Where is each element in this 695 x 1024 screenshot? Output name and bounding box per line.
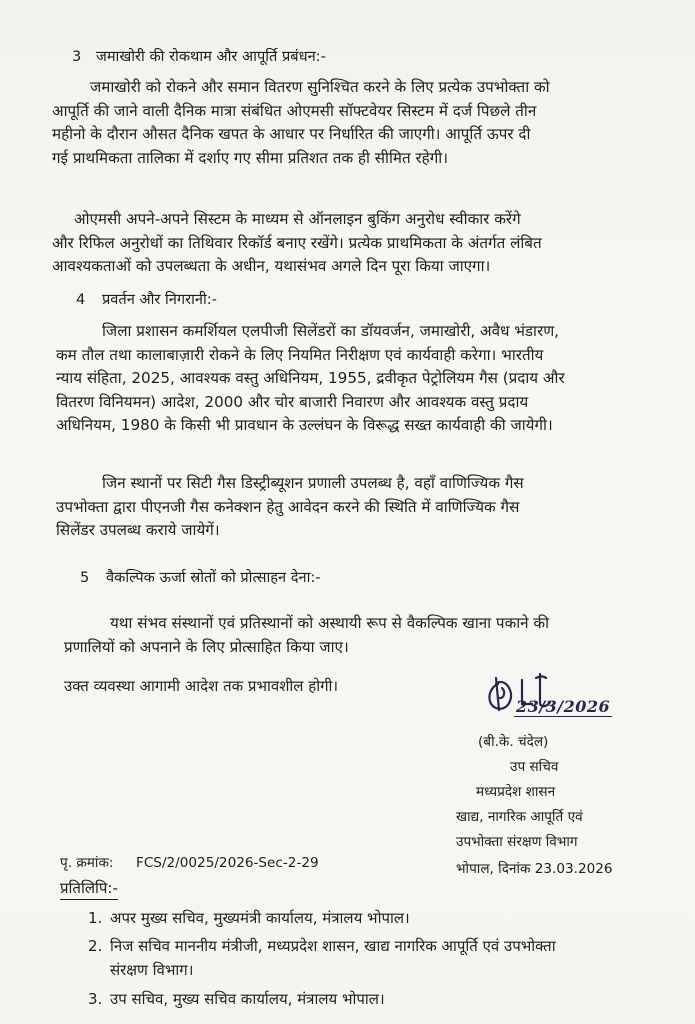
text-line: ओएमसी अपने-अपने सिस्टम के माध्यम से ऑनलाइन बुकिंग अनुरोध स्वीकार करेंगे <box>74 210 521 228</box>
text-line: महीनो के दौरान औसत दैनिक खपत के आधार पर निर्धारित की जाएगी। आपूर्ति ऊपर दी <box>52 125 531 144</box>
text-line: सिलेंडर उपलब्ध कराये जायेगें। <box>56 521 220 540</box>
section-3-number: 3 <box>72 48 82 65</box>
section-5-paragraph-1 <box>64 612 644 659</box>
text-line: जमाखोरी को रोकने और समान वितरण सुनिश्चित करने के लिए प्रत्येक उपभोक्ता को <box>90 78 550 96</box>
text-line: प्रणालियों को अपनाने के लिए प्रोत्साहित किया जाए। <box>64 637 349 656</box>
section-4-heading: प्रवर्तन और निगरानी:- <box>102 291 217 308</box>
section-5-number: 5 <box>80 569 90 586</box>
copy-item-2-text: निज सचिव माननीय मंत्रीजी, मध्यप्रदेश शासन, खाद्य नागरिक आपूर्ति एवं उपभोक्ता <box>110 937 556 955</box>
section-4-number: 4 <box>76 291 86 308</box>
reference-label: पृ. क्रमांक: <box>60 855 114 871</box>
reference-number: FCS/2/0025/2026-Sec-2-29 <box>136 855 319 871</box>
text-line: गई प्राथमिकता तालिका में दर्शाए गए सीमा प्रतिशत तक ही सीमित रहेगी। <box>52 148 448 167</box>
copy-item-2-number: 2. <box>88 937 103 955</box>
section-5-heading: वैकल्पिक ऊर्जा स्रोतों को प्रोत्साहन देना:- <box>106 569 321 586</box>
section-3-paragraph-2 <box>52 208 646 279</box>
text-line: आवश्यकताओं को उपलब्धता के अधीन, यथासंभव अगले दिन पूरा किया जाएगा। <box>52 257 491 276</box>
copy-heading-underline <box>60 899 118 900</box>
copy-item-3-number: 3. <box>88 990 103 1008</box>
handwritten-date: 23/3/2026 <box>516 697 611 716</box>
signatory-org-line-1: मध्यप्रदेश शासन <box>476 784 556 800</box>
text-line: जिला प्रशासन कमर्शियल एलपीजी सिलेंडरों का डॉयवर्जन, जमाखोरी, अवैध भंडारण, <box>102 322 560 340</box>
copy-item-3-text: उप सचिव, मुख्य सचिव कार्यालय, मंत्रालय भोपाल। <box>110 990 385 1008</box>
copy-item-1-text: अपर मुख्य सचिव, मुख्यमंत्री कार्यालय, मंत्रालय भोपाल। <box>110 909 410 927</box>
section-3-paragraph-1 <box>52 76 646 170</box>
signatory-org-line-2: खाद्य, नागरिक आपूर्ति एवं <box>456 809 583 825</box>
section-4-paragraph-2 <box>56 472 644 543</box>
text-line: कम तौल तथा कालाबाज़ारी रोकने के लिए नियमित निरीक्षण एवं कार्यवाही करेगा। भारतीय <box>56 345 544 364</box>
signatory-name: (बी.के. चंदेल) <box>478 734 549 750</box>
text-line: जिन स्थानों पर सिटी गैस डिस्ट्रीब्यूशन प्रणाली उपलब्ध है, वहाँ वाणिज्यिक गैस <box>102 474 524 492</box>
copy-item-1-number: 1. <box>88 909 103 927</box>
section-3-heading: जमाखोरी की रोकथाम और आपूर्ति प्रबंधन:- <box>96 48 326 65</box>
signatory-org-line-3: उपभोक्ता संरक्षण विभाग <box>456 834 578 850</box>
text-line: यथा संभव संस्थानों एवं प्रतिस्थानों को अस्थायी रूप से वैकल्पिक खाना पकाने की <box>110 614 550 632</box>
text-line: अधिनियम, 1980 के किसी भी प्रावधान के उल्लंघन के विरूद्ध सख्त कार्यवाही की जायेगी। <box>56 416 553 435</box>
signatory-designation: उप सचिव <box>510 759 559 775</box>
text-line: उपभोक्ता द्वारा पीएनजी गैस कनेक्शन हेतु आवेदन करने की स्थिति में वाणिज्यिक गैस <box>56 497 520 516</box>
signatory-place-date: भोपाल, दिनांक 23.03.2026 <box>456 861 613 877</box>
copy-heading: प्रतिलिपि:- <box>60 879 118 897</box>
closing-line: उक्त व्यवस्था आगामी आदेश तक प्रभावशील होगी। <box>64 677 339 695</box>
text-line: न्याय संहिता, 2025, आवश्यक वस्तु अधिनियम, 1955, द्रवीकृत पेट्रोलियम गैस (प्रदाय और <box>56 369 565 388</box>
section-4-paragraph-1 <box>56 320 644 438</box>
text-line: आपूर्ति की जाने वाली दैनिक मात्रा संबंधित ओएमसी सॉफ्टवेयर सिस्टम में दर्ज पिछले तीन <box>52 101 537 120</box>
text-line: और रिफिल अनुरोधों का तिथिवार रिकॉर्ड बनाए रखेंगे। प्रत्येक प्राथमिकता के अंतर्गत लंबित <box>52 233 542 252</box>
copy-item-2-text-continued: संरक्षण विभाग। <box>110 961 194 979</box>
text-line: वितरण विनियमन) आदेश, 2000 और चोर बाजारी निवारण और आवश्यक वस्तु प्रदाय <box>56 392 529 411</box>
